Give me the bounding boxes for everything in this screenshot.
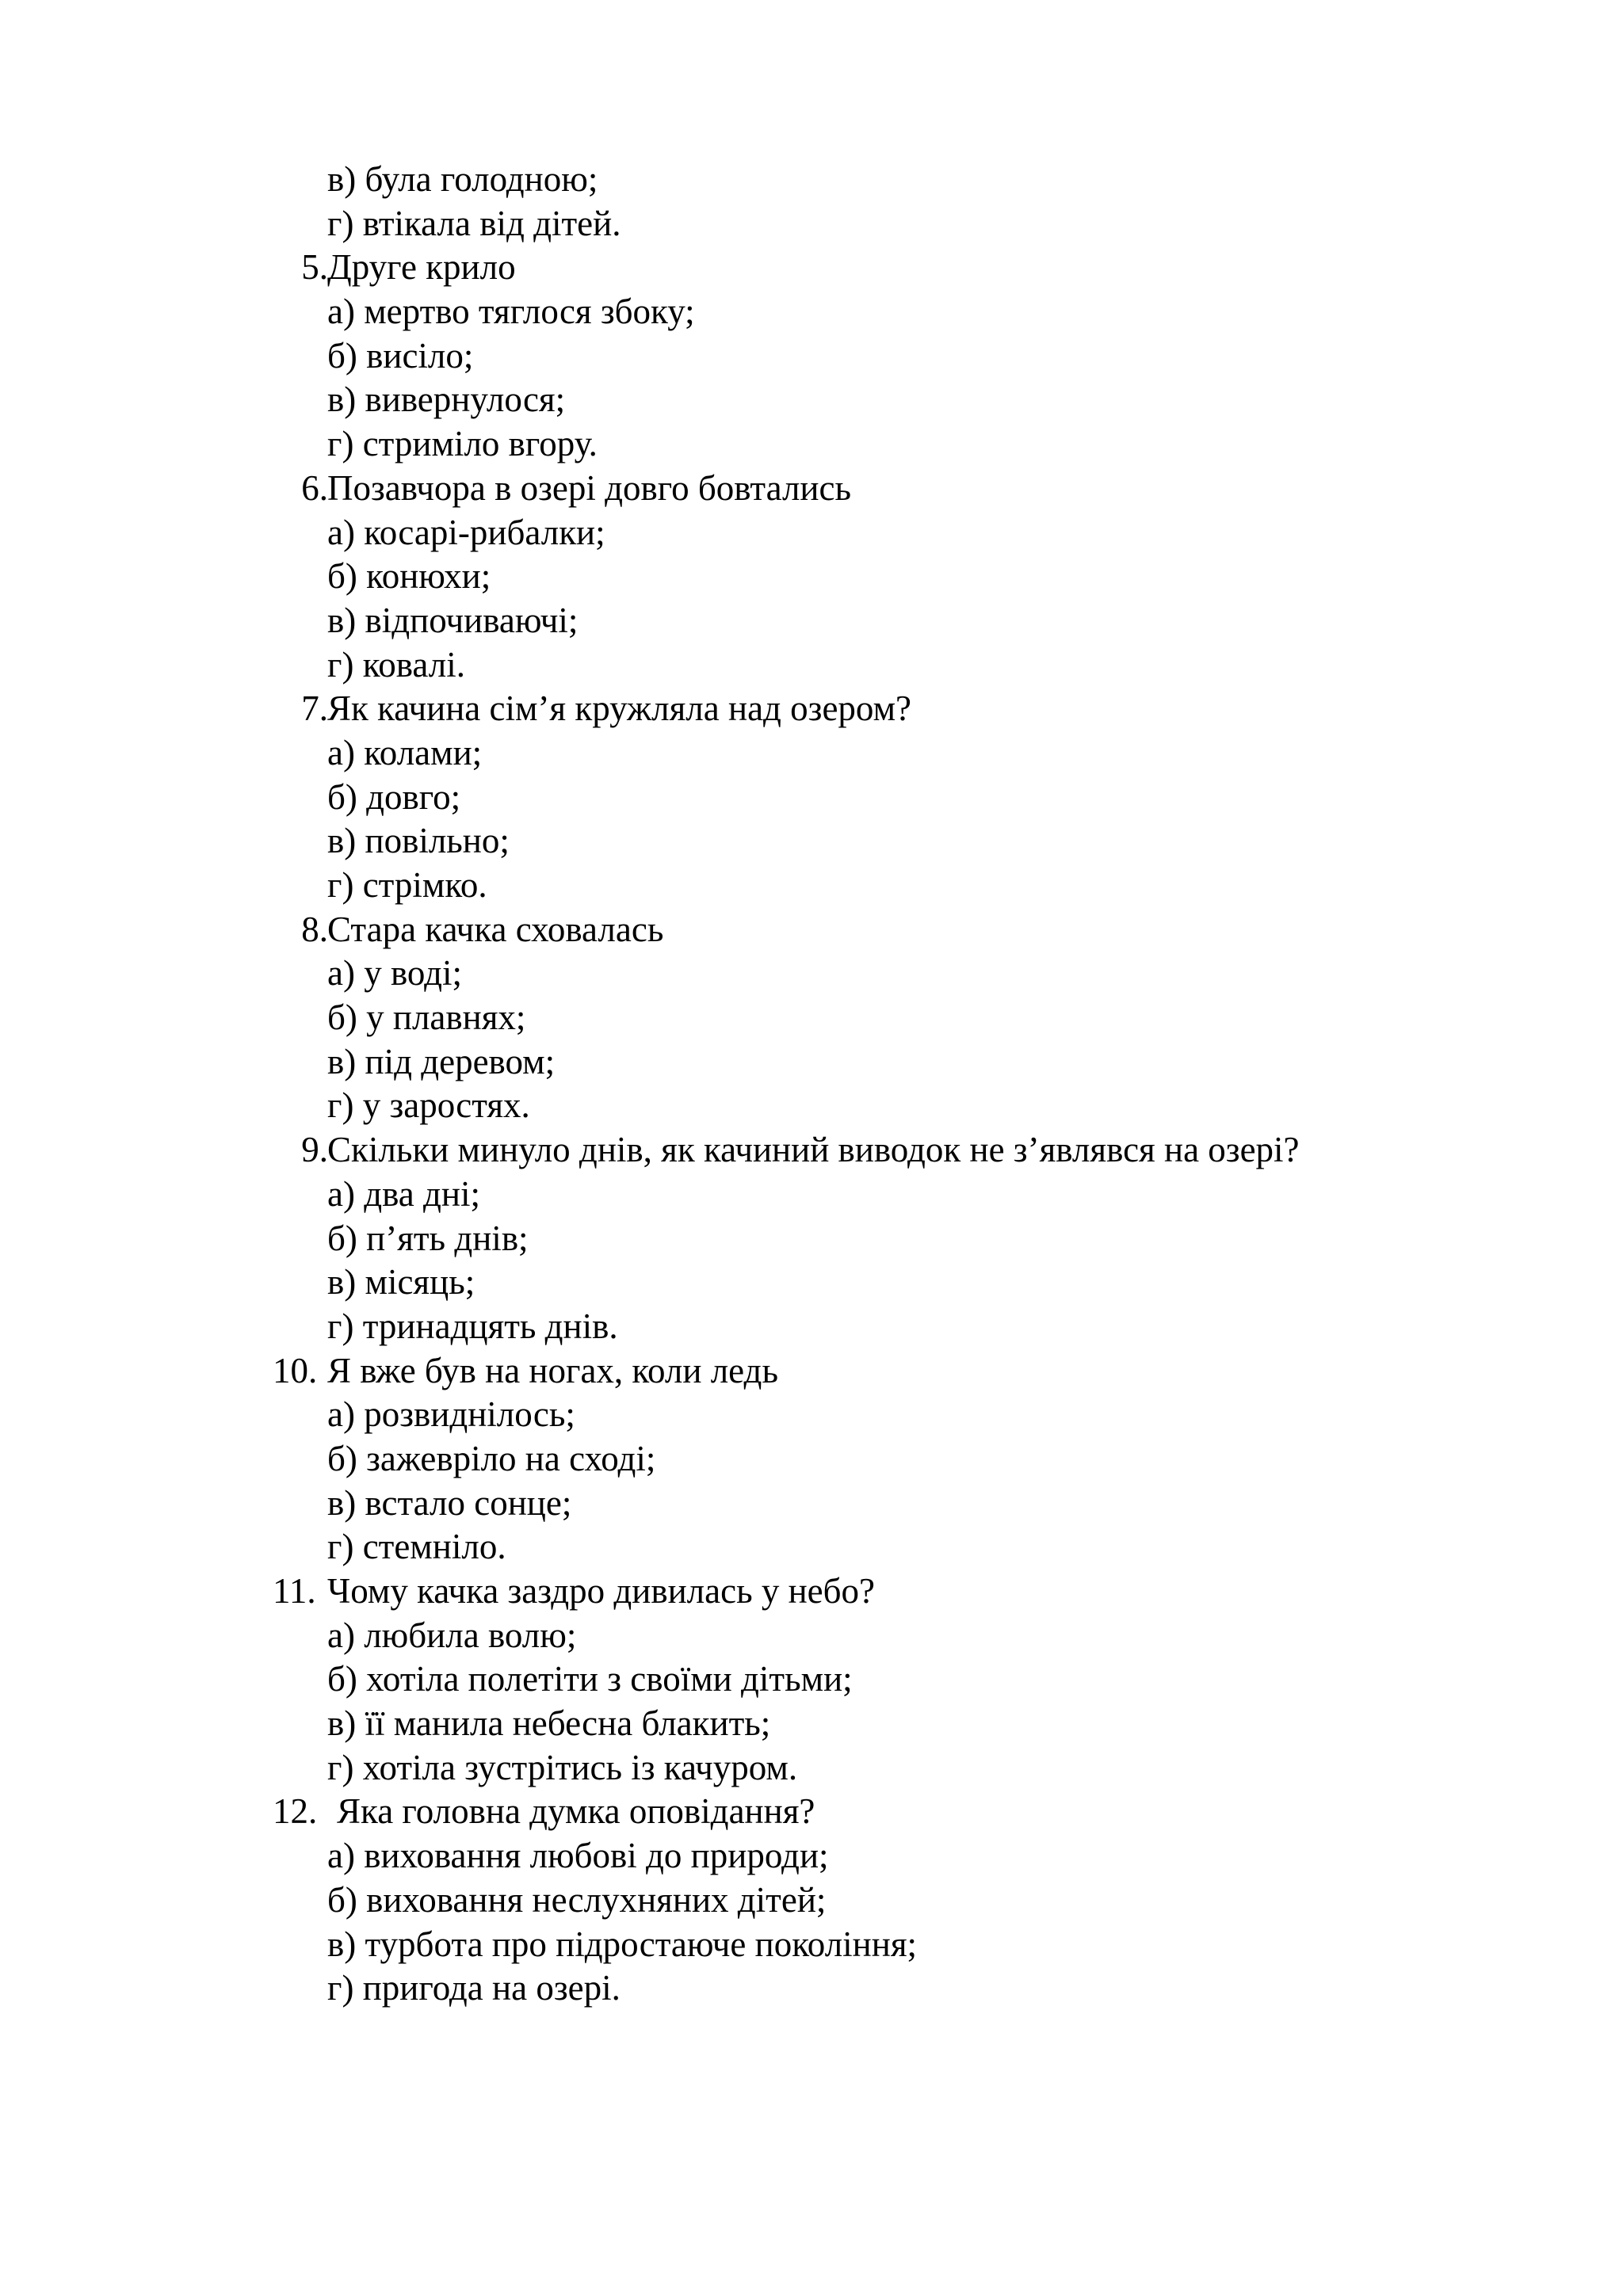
answer-option: а) у воді; [327, 953, 463, 994]
answer-option: г) ковалі. [327, 644, 466, 685]
question-5 [0, 246, 1623, 290]
question-10 [0, 1349, 1623, 1394]
answer-option: б) виховання неслухняних дітей; [327, 1879, 827, 1920]
question-8 [0, 908, 1623, 952]
answer-option: б) п’ять днів; [327, 1218, 529, 1258]
question-number: 10. [273, 1350, 318, 1390]
answer-option: а) два дні; [327, 1173, 480, 1214]
answer-option: г) стемніло. [327, 1527, 506, 1567]
question-text: Скільки минуло днів, як качиний виводок не з’являвся на озері? [327, 1130, 1300, 1170]
question-text: Друге крило [327, 247, 516, 288]
answer-option: б) конюхи; [327, 556, 491, 597]
answer-option: г) втікала від дітей. [327, 203, 621, 243]
question-text: Я вже був на ногах, коли ледь [327, 1350, 778, 1390]
question-number: 12. [273, 1791, 318, 1832]
answer-option: в) під деревом; [327, 1041, 556, 1081]
answer-option: г) стрімко. [327, 865, 487, 905]
answer-option: б) хотіла полетіти з своїми дітьми; [327, 1659, 853, 1699]
question-number: 5. [301, 247, 328, 288]
question-11 [0, 1569, 1623, 1614]
question-text: Яка головна думка оповідання? [337, 1791, 815, 1832]
question-number: 8. [301, 909, 328, 949]
question-9 [0, 1128, 1623, 1173]
answer-option: в) турбота про підростаюче покоління; [327, 1924, 918, 1964]
answer-option: г) хотіла зустрітись із качуром. [327, 1747, 798, 1787]
answer-option: г) тринадцять днів. [327, 1306, 618, 1346]
answer-option: в) місяць; [327, 1262, 475, 1302]
answer-option: а) мертво тяглося збоку; [327, 292, 695, 332]
question-text: Позавчора в озері довго бовтались [327, 467, 852, 508]
answer-option: г) пригода на озері. [327, 1968, 621, 2008]
answer-option: а) косарі-рибалки; [327, 512, 605, 552]
answer-option: б) зажевріло на сході; [327, 1438, 656, 1478]
answer-option: в) була голодною; [327, 159, 598, 199]
question-number: 11. [273, 1571, 316, 1611]
question-12 [0, 1790, 1623, 1834]
answer-option: б) висіло; [327, 335, 474, 376]
question-text: Чому качка заздро дивилась у небо? [327, 1571, 876, 1611]
answer-option: б) у плавнях; [327, 997, 526, 1038]
answer-option: а) розвиднілось; [327, 1394, 575, 1435]
question-number: 7. [301, 688, 328, 729]
answer-option: б) довго; [327, 776, 461, 817]
answer-option: в) встало сонце; [327, 1482, 572, 1523]
answer-option: г) у заростях. [327, 1085, 530, 1126]
question-7 [0, 687, 1623, 731]
answer-option: в) вивернулося; [327, 379, 566, 420]
answer-option: а) виховання любові до природи; [327, 1836, 829, 1876]
question-text: Стара качка сховалась [327, 909, 664, 949]
question-6 [0, 467, 1623, 511]
answer-option: в) її манила небесна блакить; [327, 1703, 771, 1744]
question-number: 9. [301, 1130, 328, 1170]
answer-option: а) любила волю; [327, 1615, 577, 1655]
answer-option: а) колами; [327, 732, 483, 772]
question-text: Як качина сім’я кружляла над озером? [327, 688, 912, 729]
answer-option: в) повільно; [327, 821, 510, 861]
answer-option: г) стриміло вгору. [327, 424, 598, 464]
question-number: 6. [301, 467, 328, 508]
answer-option: в) відпочиваючі; [327, 600, 579, 640]
question-list [0, 158, 1623, 2011]
